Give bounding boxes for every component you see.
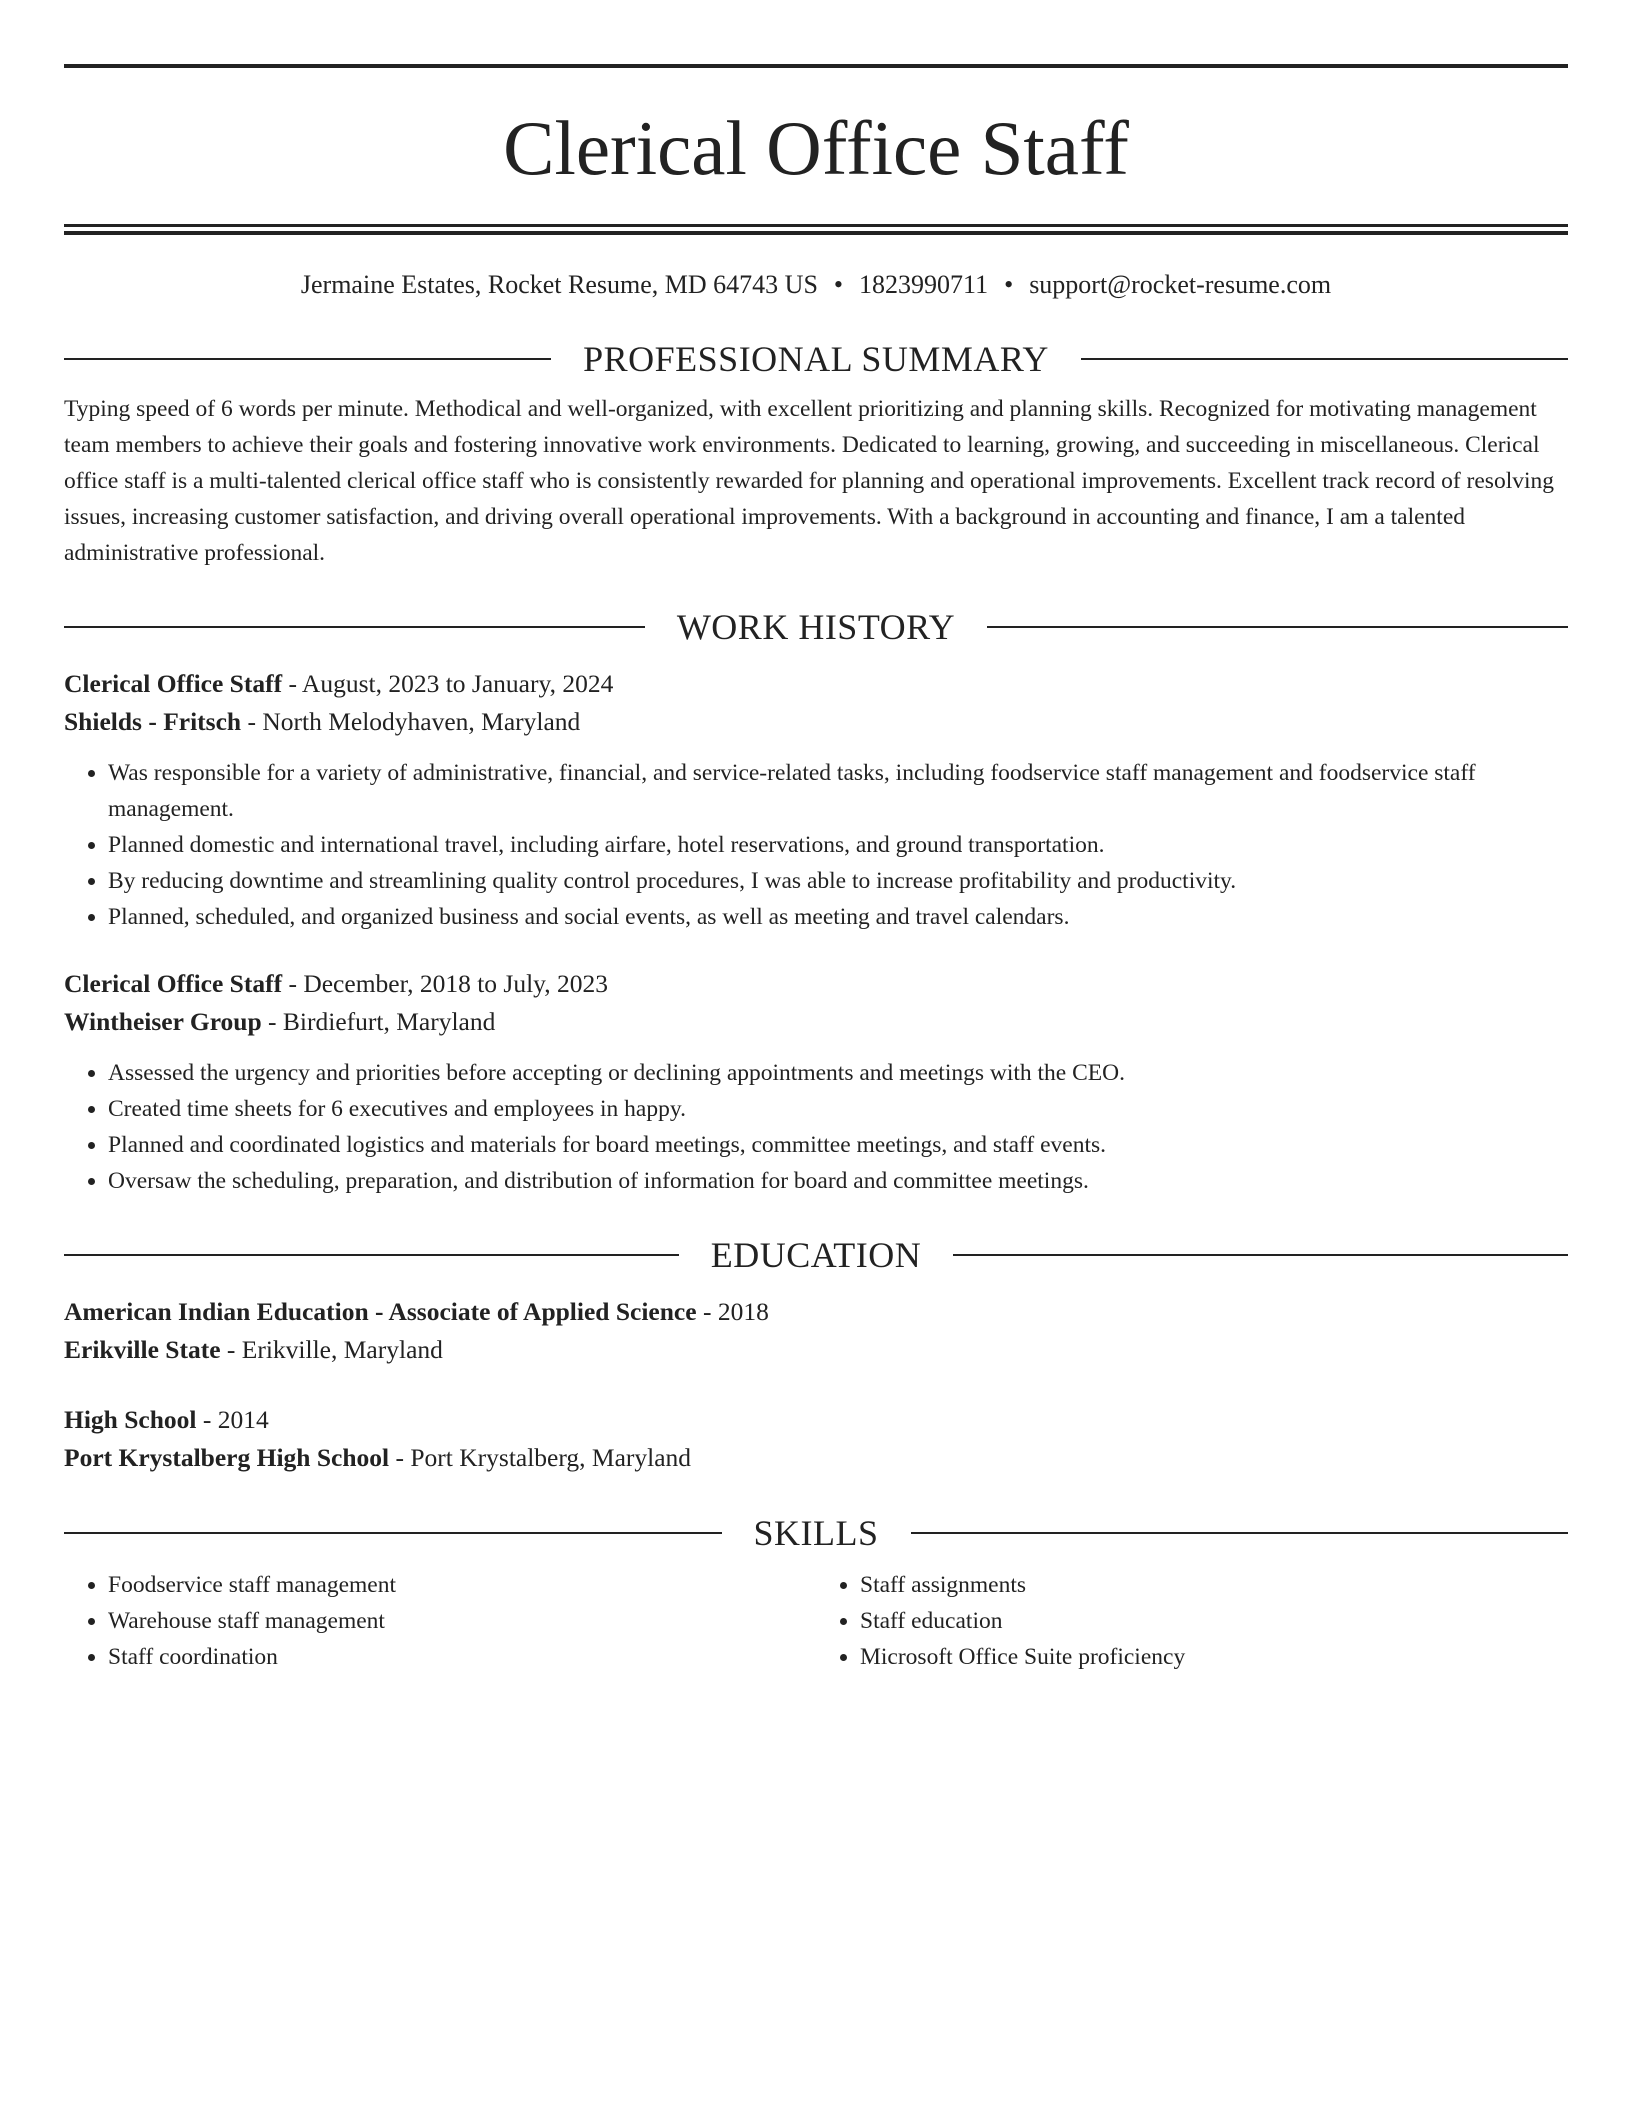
job-company-line xyxy=(64,703,1568,741)
skill-item: • Microsoft Office Suite proficiency xyxy=(860,1639,1568,1675)
job-company-line xyxy=(64,1003,1568,1041)
section-heading-skills xyxy=(64,1511,1568,1555)
job-entry xyxy=(64,965,1568,1199)
contact-phone: 1823990711 xyxy=(859,270,989,299)
education-year: - 2014 xyxy=(196,1405,269,1434)
heading-rule-left xyxy=(64,1532,722,1534)
job-location: - Birdiefurt, Maryland xyxy=(261,1007,496,1036)
job-bullet: • Planned, scheduled, and organized business and social events, as well as meeting and travel calendars. xyxy=(108,899,1568,935)
heading-rule-right xyxy=(911,1532,1569,1534)
education-location: - Port Krystalberg, Maryland xyxy=(389,1443,692,1472)
education-degree-line xyxy=(64,1401,1568,1439)
education-location: - Erikville, Maryland xyxy=(220,1335,443,1364)
skill-item: • Staff education xyxy=(860,1603,1568,1639)
contact-email: support@rocket-resume.com xyxy=(1029,270,1332,299)
job-bullets xyxy=(64,755,1568,935)
contact-separator: • xyxy=(833,270,844,299)
job-company: Wintheiser Group xyxy=(64,1007,262,1036)
contact-address: Jermaine Estates, Rocket Resume, MD 64743 US xyxy=(300,270,818,299)
section-title: SKILLS xyxy=(753,1513,879,1553)
skill-item: • Foodservice staff management xyxy=(108,1567,816,1603)
skill-item: • Staff coordination xyxy=(108,1639,816,1675)
job-bullet: • Oversaw the scheduling, preparation, and distribution of information for board and committee meetings. xyxy=(108,1163,1568,1199)
education-year: - 2018 xyxy=(696,1297,769,1326)
section-title: PROFESSIONAL SUMMARY xyxy=(583,339,1049,379)
heading-rule-left xyxy=(64,358,551,360)
education-entry xyxy=(64,1293,1568,1369)
education-degree: American Indian Education - Associate of Applied Science xyxy=(64,1297,697,1326)
skills-list-left xyxy=(64,1567,816,1675)
job-bullet: • Assessed the urgency and priorities before accepting or declining appointments and meetings with the CEO. xyxy=(108,1055,1568,1091)
job-bullet: • By reducing downtime and streamlining quality control procedures, I was able to increase profitability and productivity. xyxy=(108,863,1568,899)
education-school-line xyxy=(64,1331,1568,1369)
education-degree: High School xyxy=(64,1405,197,1434)
job-bullet: • Created time sheets for 6 executives and employees in happy. xyxy=(108,1091,1568,1127)
skills-columns xyxy=(64,1567,1568,1675)
section-title: EDUCATION xyxy=(710,1235,922,1275)
heading-rule-left xyxy=(64,626,645,628)
top-rule xyxy=(64,64,1568,68)
section-heading-education xyxy=(64,1233,1568,1277)
job-bullet: • Planned and coordinated logistics and materials for board meetings, committee meetings, and staff events. xyxy=(108,1127,1568,1163)
heading-rule-right xyxy=(1081,358,1568,360)
education-school: Port Krystalberg High School xyxy=(64,1443,390,1472)
summary-text: Typing speed of 6 words per minute. Methodical and well-organized, with excellent prioritizing and planning skills. Recognized for motivating management team members to achieve their goals and fostering innovative work environments. Dedicated to learning, growing, and succeeding in miscellaneous. Clerical office staff is a multi-talented clerical office staff who is consistently rewarded for planning and operational improvements. Excellent track record of resolving issues, increasing customer satisfaction, and driving overall operational improvements. With a background in accounting and finance, I am a talented administrative professional. xyxy=(64,396,1555,566)
heading-rule-right xyxy=(987,626,1568,628)
job-title: Clerical Office Staff xyxy=(64,969,283,998)
section-heading-work xyxy=(64,605,1568,649)
job-location: - North Melodyhaven, Maryland xyxy=(241,707,581,736)
job-dates: - December, 2018 to July, 2023 xyxy=(282,969,608,998)
job-bullets xyxy=(64,1055,1568,1199)
contact-line xyxy=(64,267,1568,303)
job-title: Clerical Office Staff xyxy=(64,669,283,698)
job-bullet: • Planned domestic and international travel, including airfare, hotel reservations, and ground transportation. xyxy=(108,827,1568,863)
heading-rule-left xyxy=(64,1254,679,1256)
job-bullet: • Was responsible for a variety of administrative, financial, and service-related tasks, including foodservice staff management and foodservice staff management. xyxy=(108,755,1568,827)
education-school-line xyxy=(64,1439,1568,1477)
education-entry xyxy=(64,1401,1568,1477)
education-degree-line xyxy=(64,1293,1568,1331)
skills-list-right xyxy=(816,1567,1568,1675)
education-school: Erikville State xyxy=(64,1335,221,1364)
job-dates: - August, 2023 to January, 2024 xyxy=(282,669,614,698)
job-title-line xyxy=(64,965,1568,1003)
job-title-line xyxy=(64,665,1568,703)
contact-separator: • xyxy=(1004,270,1014,299)
resume-title: Clerical Office Staff xyxy=(503,105,1129,191)
section-title: WORK HISTORY xyxy=(676,607,956,647)
heading-rule-right xyxy=(953,1254,1568,1256)
section-heading-summary xyxy=(64,337,1568,381)
skill-item: • Staff assignments xyxy=(860,1567,1568,1603)
title-double-rule xyxy=(64,224,1568,235)
job-entry xyxy=(64,665,1568,935)
job-company: Shields - Fritsch xyxy=(64,707,242,736)
skill-item: • Warehouse staff management xyxy=(108,1603,816,1639)
